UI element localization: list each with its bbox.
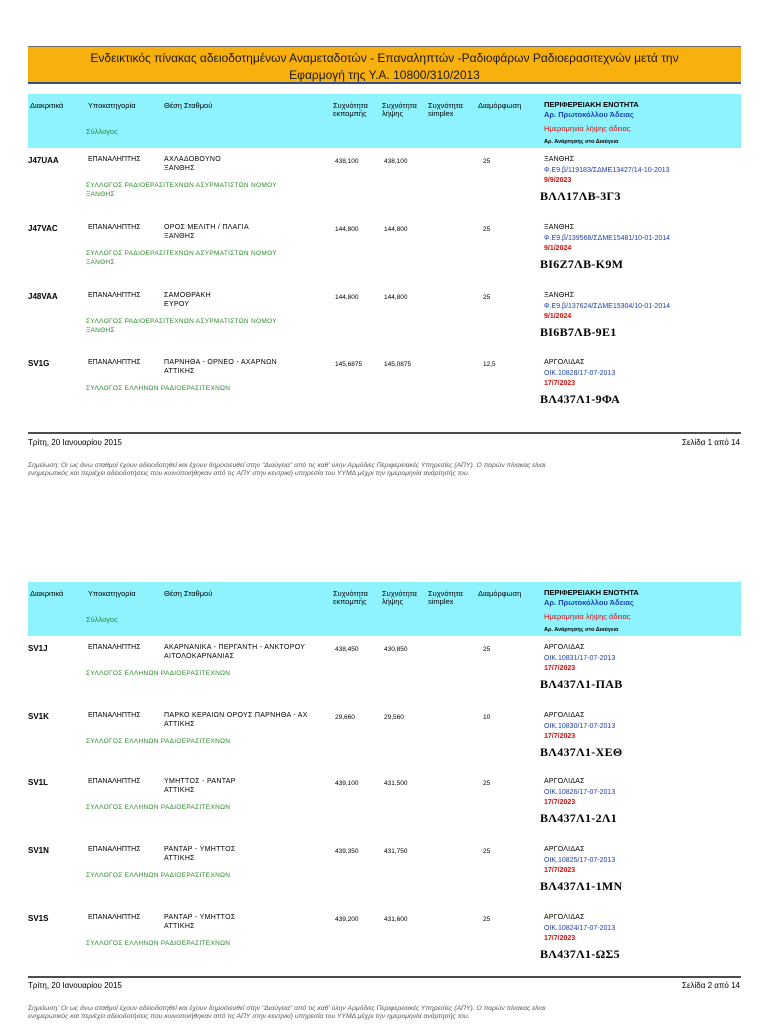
subcategory: ΕΠΑΝΑΛΗΠΤΗΣ	[88, 846, 141, 853]
table-row	[28, 644, 741, 708]
club-line-2: ΞΑΝΘΗΣ	[86, 326, 115, 334]
tx-frequency: 439,100	[335, 780, 359, 787]
header-tx-freq-2: εκπομπής	[333, 109, 367, 118]
region: ΑΡΓΟΛΙΔΑΣ	[544, 712, 585, 719]
club-name	[86, 738, 326, 747]
header-receipt-date: Ημερομηνία λήψης άδειας	[544, 612, 631, 621]
header-protocol: Αρ. Πρωτοκόλλου Άδειας	[544, 110, 634, 119]
subcategory: ΕΠΑΝΑΛΗΠΤΗΣ	[88, 292, 141, 299]
modulation: 25	[483, 294, 491, 301]
header-tx-freq-1: Συχνότητα	[333, 589, 368, 598]
header-receipt-date: Ημερομηνία λήψης άδειας	[544, 124, 631, 133]
footer-date: Τρίτη, 20 Ιανουαρίου 2015	[28, 438, 122, 447]
protocol-number: Φ.Ε9.β/137624/ΣΔΜΕ15304/10-01-2014	[544, 303, 671, 310]
club-name	[86, 385, 326, 394]
posting-code: ΒΛΛ17ΛΒ-3Γ3	[540, 189, 621, 203]
rx-frequency: 431,750	[384, 848, 408, 855]
subcategory: ΕΠΑΝΑΛΗΠΤΗΣ	[88, 359, 141, 366]
header-rx-freq-2: λήψης	[382, 109, 404, 118]
header-subcategory: Υποκατηγορία	[88, 101, 136, 110]
header-callsign: Διακριτικά	[30, 101, 64, 110]
rx-frequency: 431,500	[384, 780, 408, 787]
header-modulation: Διαμόρφωση	[478, 589, 522, 598]
table-header	[28, 582, 741, 636]
subcategory: ΕΠΑΝΑΛΗΠΤΗΣ	[88, 712, 141, 719]
modulation: 25	[483, 226, 491, 233]
header-simplex-1: Συχνότητα	[428, 589, 463, 598]
location-line-1: ΟΡΟΣ ΜΕΛΙΤΗ / ΠΛΑΓΙΑ	[164, 224, 249, 231]
header-tx-freq-1: Συχνότητα	[333, 101, 368, 110]
club-name	[86, 318, 326, 335]
callsign: SV1N	[28, 846, 49, 855]
table-row	[28, 914, 741, 978]
tx-frequency: 29,660	[335, 714, 355, 721]
club-name	[86, 872, 326, 881]
modulation: 10	[483, 714, 491, 721]
tx-frequency: 144,800	[335, 226, 359, 233]
rx-frequency: 144,800	[384, 294, 408, 301]
posting-code: ΒΛ437Λ1-ΧΕΘ	[540, 745, 623, 759]
protocol-number: Φ.Ε9.β/139568/ΣΔΜΕ15481/10-01-2014	[544, 235, 671, 242]
header-region: ΠΕΡΙΦΕΡΕΙΑΚΗ ΕΝΟΤΗΤΑ	[544, 588, 639, 597]
tx-frequency: 439,200	[335, 916, 359, 923]
callsign: J47VAC	[28, 224, 58, 233]
club-line-2: ΞΑΝΘΗΣ	[86, 258, 115, 266]
header-modulation: Διαμόρφωση	[478, 101, 522, 110]
protocol-number: ΟΙΚ.10826/17-07-2013	[544, 789, 616, 796]
club-line-1: ΣΥΛΛΟΓΟΣ ΕΛΛΗΝΩΝ ΡΑΔΙΟΕΡΑΣΙΤΕΧΝΩΝ	[86, 385, 231, 392]
modulation: 12,5	[483, 361, 496, 368]
receipt-date: 17/7/2023	[544, 665, 576, 672]
rx-frequency: 145,0875	[384, 361, 412, 368]
posting-code: ΒΛ437Λ1-ΩΣ5	[540, 947, 620, 961]
location-line-1: ΠΑΡΝΗΘΑ - ΟΡΝΕΟ - ΑΧΑΡΝΩΝ	[164, 359, 277, 366]
club-line-1: ΣΥΛΛΟΓΟΣ ΕΛΛΗΝΩΝ ΡΑΔΙΟΕΡΑΣΙΤΕΧΝΩΝ	[86, 804, 231, 811]
header-location: Θέση Σταθμού	[164, 101, 213, 110]
location-line-2: ΑΙΤΟΛΟΚΑΡΝΑΝΙΑΣ	[164, 653, 235, 660]
club-line-1: ΣΥΛΛΟΓΟΣ ΡΑΔΙΟΕΡΑΣΙΤΕΧΝΩΝ ΑΣΥΡΜΑΤΙΣΤΩΝ ΝΟΜΟΥ	[86, 318, 277, 325]
location-line-1: ΠΑΡΚΟ ΚΕΡΑΙΩΝ ΟΡΟΥΣ ΠΑΡΝΗΘΑ - ΑΧ	[164, 712, 308, 719]
club-line-1: ΣΥΛΛΟΓΟΣ ΕΛΛΗΝΩΝ ΡΑΔΙΟΕΡΑΣΙΤΕΧΝΩΝ	[86, 670, 231, 677]
protocol-number: Φ.Ε9.β/119183/ΣΔΜΕ13427/14-10-2013	[544, 167, 670, 174]
tx-frequency: 438,100	[335, 158, 359, 165]
rx-frequency: 438,100	[384, 158, 408, 165]
region: ΑΡΓΟΛΙΔΑΣ	[544, 778, 585, 785]
modulation: 25	[483, 780, 491, 787]
location-line-2: ΑΤΤΙΚΗΣ	[164, 923, 195, 930]
receipt-date: 9/9/2023	[544, 177, 572, 184]
club-line-1: ΣΥΛΛΟΓΟΣ ΡΑΔΙΟΕΡΑΣΙΤΕΧΝΩΝ ΑΣΥΡΜΑΤΙΣΤΩΝ ΝΟΜΟΥ	[86, 250, 277, 257]
club-name	[86, 940, 326, 949]
header-location: Θέση Σταθμού	[164, 589, 213, 598]
document-page-1	[0, 0, 768, 500]
header-simplex-2: simplex	[428, 597, 454, 606]
region: ΑΡΓΟΛΙΔΑΣ	[544, 914, 585, 921]
header-club: Σύλλογος	[86, 127, 118, 136]
header-simplex-1: Συχνότητα	[428, 101, 463, 110]
protocol-number: ΟΙΚ.10825/17-07-2013	[544, 857, 616, 864]
header-region: ΠΕΡΙΦΕΡΕΙΑΚΗ ΕΝΟΤΗΤΑ	[544, 100, 639, 109]
header-protocol: Αρ. Πρωτοκόλλου Άδειας	[544, 598, 634, 607]
receipt-date: 9/1/2024	[544, 313, 572, 320]
club-line-1: ΣΥΛΛΟΓΟΣ ΕΛΛΗΝΩΝ ΡΑΔΙΟΕΡΑΣΙΤΕΧΝΩΝ	[86, 940, 231, 947]
posting-code: ΒΛ437Λ1-1ΜΝ	[540, 879, 623, 893]
posting-code: ΒΛ437Λ1-ΠΑΒ	[540, 677, 623, 691]
footer-note	[28, 462, 741, 478]
modulation: 25	[483, 646, 491, 653]
posting-code: ΒΙ6Β7ΛΒ-9Ε1	[540, 325, 617, 339]
tx-frequency: 144,800	[335, 294, 359, 301]
callsign: SV1G	[28, 359, 50, 368]
note-line-2: ενημερωτικός και περιέχει αδειοδοτήσεις που κοινοποιήθηκαν από τις ΑΠΥ στην κεντρική υπηρεσία του ΥΥΜΔ μέχρι την ημερομηνία ανάρτησής του.	[28, 1013, 470, 1020]
document-page-2	[0, 510, 768, 1024]
region: ΞΑΝΘΗΣ	[544, 156, 575, 163]
header-posting-no: Αρ. Ανάρτησης στο Διαύγεια	[544, 139, 619, 145]
region: ΑΡΓΟΛΙΔΑΣ	[544, 644, 585, 651]
posting-code: ΒΛ437Λ1-2Λ1	[540, 811, 618, 825]
tx-frequency: 438,450	[335, 646, 359, 653]
table-row	[28, 778, 741, 842]
region: ΑΡΓΟΛΙΔΑΣ	[544, 359, 585, 366]
footer-page-number: Σελίδα 1 από 14	[682, 438, 740, 447]
modulation: 25	[483, 916, 491, 923]
callsign: SV1J	[28, 644, 48, 653]
subcategory: ΕΠΑΝΑΛΗΠΤΗΣ	[88, 156, 141, 163]
header-posting-no: Αρ. Ανάρτησης στο Διαύγεια	[544, 627, 619, 633]
modulation: 25	[483, 158, 491, 165]
location-line-1: ΑΧΛΑΔΟΒΟΥΝΟ	[164, 156, 222, 163]
posting-code: ΒΙ6Ζ7ΛΒ-Κ9Μ	[540, 257, 624, 271]
header-subcategory: Υποκατηγορία	[88, 589, 136, 598]
club-line-2: ΞΑΝΘΗΣ	[86, 190, 115, 198]
header-tx-freq-2: εκπομπής	[333, 597, 367, 606]
header-simplex-2: simplex	[428, 109, 454, 118]
modulation: 25	[483, 848, 491, 855]
location-line-2: ΑΤΤΙΚΗΣ	[164, 787, 195, 794]
rx-frequency: 431,600	[384, 916, 408, 923]
footer-divider	[28, 976, 741, 978]
header-rx-freq-2: λήψης	[382, 597, 404, 606]
table-row	[28, 846, 741, 910]
receipt-date: 9/1/2024	[544, 245, 572, 252]
header-club: Σύλλογος	[86, 615, 118, 624]
club-line-1: ΣΥΛΛΟΓΟΣ ΕΛΛΗΝΩΝ ΡΑΔΙΟΕΡΑΣΙΤΕΧΝΩΝ	[86, 872, 231, 879]
subcategory: ΕΠΑΝΑΛΗΠΤΗΣ	[88, 778, 141, 785]
region: ΞΑΝΘΗΣ	[544, 224, 575, 231]
location-line-2: ΞΑΝΘΗΣ	[164, 233, 195, 240]
location-line-2: ΕΥΡΟΥ	[164, 301, 190, 308]
club-name	[86, 804, 326, 813]
callsign: J47UAA	[28, 156, 59, 165]
location-line-1: ΥΜΗΤΤΟΣ - ΡΑΝΤΑΡ	[164, 778, 236, 785]
note-line-2: ενημερωτικός και περιέχει αδειοδοτήσεις που κοινοποιήθηκαν από τις ΑΠΥ στην κεντρική υπηρεσία του ΥΥΜΔ μέχρι την ημερομηνία ανάρτησής του.	[28, 470, 470, 477]
footer-note	[28, 1005, 741, 1021]
subcategory: ΕΠΑΝΑΛΗΠΤΗΣ	[88, 224, 141, 231]
location-line-1: ΣΑΜΟΘΡΑΚΗ	[164, 292, 211, 299]
location-line-2: ΞΑΝΘΗΣ	[164, 165, 195, 172]
table-header	[28, 94, 741, 148]
rx-frequency: 29,560	[384, 714, 404, 721]
table-row	[28, 224, 741, 288]
subcategory: ΕΠΑΝΑΛΗΠΤΗΣ	[88, 644, 141, 651]
protocol-number: ΟΙΚ.10831/17-07-2013	[544, 655, 616, 662]
receipt-date: 17/7/2023	[544, 733, 576, 740]
table-row	[28, 156, 741, 220]
receipt-date: 17/7/2023	[544, 799, 576, 806]
receipt-date: 17/7/2023	[544, 935, 576, 942]
club-line-1: ΣΥΛΛΟΓΟΣ ΕΛΛΗΝΩΝ ΡΑΔΙΟΕΡΑΣΙΤΕΧΝΩΝ	[86, 738, 231, 745]
region: ΑΡΓΟΛΙΔΑΣ	[544, 846, 585, 853]
callsign: SV1S	[28, 914, 49, 923]
tx-frequency: 145,6875	[335, 361, 363, 368]
location-line-1: ΑΚΑΡΝΑΝΙΚΑ - ΠΕΡΓΑΝΤΗ - ΑΝΚΤΟΡΟΥ	[164, 644, 306, 651]
note-line-1: Σημείωση: Οι ως άνω σταθμοί έχουν αδειοδοτηθεί και έχουν δημοσιευθεί στην "Διαύγεια" από τις καθ' ύλην Αρμόδιες Περιφερειακές Υπηρεσίες (ΑΠΥ). Ο παρών πίνακας είναι	[28, 462, 546, 469]
location-line-1: ΡΑΝΤΑΡ - ΥΜΗΤΤΟΣ	[164, 914, 236, 921]
protocol-number: ΟΙΚ.10828/17-07-2013	[544, 370, 616, 377]
receipt-date: 17/7/2023	[544, 867, 576, 874]
callsign: SV1K	[28, 712, 49, 721]
table-row	[28, 292, 741, 356]
table-row	[28, 712, 741, 776]
receipt-date: 17/7/2023	[544, 380, 576, 387]
rx-frequency: 144,800	[384, 226, 408, 233]
club-name	[86, 250, 326, 267]
location-line-2: ΑΤΤΙΚΗΣ	[164, 721, 195, 728]
rx-frequency: 430,850	[384, 646, 408, 653]
header-rx-freq-1: Συχνότητα	[382, 589, 417, 598]
subcategory: ΕΠΑΝΑΛΗΠΤΗΣ	[88, 914, 141, 921]
table-row	[28, 359, 741, 423]
title-line-1: Ενδεικτικός πίνακας αδειοδοτημένων Αναμεταδοτών - Επαναληπτών -Ραδιοφάρων Ραδιοερασιτεχνών μετά την	[90, 51, 679, 65]
footer-divider	[28, 432, 741, 434]
club-name	[86, 182, 326, 199]
protocol-number: ΟΙΚ.10824/17-07-2013	[544, 925, 616, 932]
footer-page-number: Σελίδα 2 από 14	[682, 981, 740, 990]
header-callsign: Διακριτικά	[30, 589, 64, 598]
note-line-1: Σημείωση: Οι ως άνω σταθμοί έχουν αδειοδοτηθεί και έχουν δημοσιευθεί στην "Διαύγεια" από τις καθ' ύλην Αρμόδιες Περιφερειακές Υπηρεσίες (ΑΠΥ). Ο παρών πίνακας είναι	[28, 1005, 546, 1012]
title-line-2: Εφαρμογή της Υ.Α. 10800/310/2013	[289, 68, 480, 82]
callsign: SV1L	[28, 778, 49, 787]
tx-frequency: 439,350	[335, 848, 359, 855]
location-line-2: ΑΤΤΙΚΗΣ	[164, 855, 195, 862]
club-name	[86, 670, 326, 679]
header-rx-freq-1: Συχνότητα	[382, 101, 417, 110]
document-title	[28, 46, 741, 84]
callsign: J48VAA	[28, 292, 58, 301]
region: ΞΑΝΘΗΣ	[544, 292, 575, 299]
club-line-1: ΣΥΛΛΟΓΟΣ ΡΑΔΙΟΕΡΑΣΙΤΕΧΝΩΝ ΑΣΥΡΜΑΤΙΣΤΩΝ ΝΟΜΟΥ	[86, 182, 277, 189]
posting-code: ΒΛ437Λ1-9ΦΑ	[540, 392, 621, 406]
location-line-1: ΡΑΝΤΑΡ - ΥΜΗΤΤΟΣ	[164, 846, 236, 853]
protocol-number: ΟΙΚ.10830/17-07-2013	[544, 723, 616, 730]
footer-date: Τρίτη, 20 Ιανουαρίου 2015	[28, 981, 122, 990]
location-line-2: ΑΤΤΙΚΗΣ	[164, 368, 195, 375]
